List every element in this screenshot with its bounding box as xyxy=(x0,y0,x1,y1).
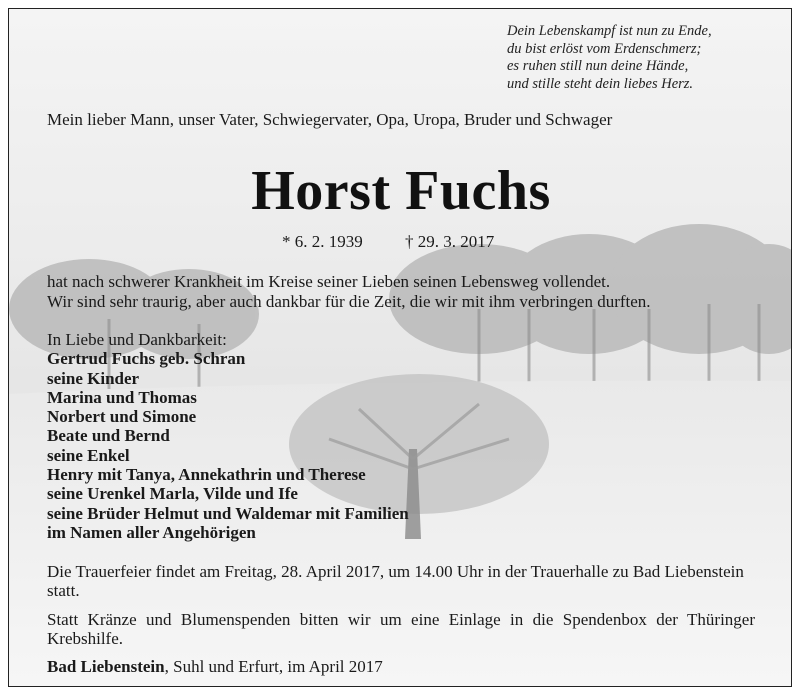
message-paragraph xyxy=(47,272,651,311)
intro-line: Mein lieber Mann, unser Vater, Schwiegervater, Opa, Uropa, Bruder und Schwager xyxy=(47,110,613,129)
poem-line: du bist erlöst vom Erdenschmerz; xyxy=(507,40,702,57)
life-dates xyxy=(282,232,494,252)
closing-line xyxy=(47,657,383,677)
donation-notice: Statt Kränze und Blumenspenden bitten wir um eine Einlage in die Spendenbox der Thüringer Krebshilfe. xyxy=(47,610,755,648)
poem-line: und stille steht dein liebes Herz. xyxy=(507,75,694,92)
poem-line: es ruhen still nun deine Hände, xyxy=(507,58,689,74)
funeral-notice: Die Trauerfeier findet am Freitag, 28. April 2017, um 14.00 Uhr in der Trauerhalle zu Bad Liebenstein statt. xyxy=(47,562,744,600)
mourner-name: seine Kinder xyxy=(47,368,140,388)
mourner-name: Henry mit Tanya, Annekathrin und Therese xyxy=(47,465,366,485)
mourner-name: Beate und Bernd xyxy=(47,426,170,446)
mourner-name: Marina und Thomas xyxy=(47,387,197,407)
birth-date: * 6. 2. 1939 xyxy=(282,232,363,251)
mourner-name: seine Brüder Helmut und Waldemar mit Familien xyxy=(47,503,409,523)
mourners-list xyxy=(47,330,409,542)
mourners-heading: In Liebe und Dankbarkeit: xyxy=(47,330,227,349)
poem-line: Dein Lebenskampf ist nun zu Ende, xyxy=(507,23,712,39)
deceased-name: Horst Fuchs xyxy=(251,160,551,222)
obituary-frame xyxy=(8,8,792,687)
closing-place: Bad Liebenstein xyxy=(47,657,165,676)
mourner-name: seine Urenkel Marla, Vilde und Ife xyxy=(47,484,298,504)
message-line: hat nach schwerer Krankheit im Kreise seiner Lieben seinen Lebensweg vollendet. xyxy=(47,272,611,291)
closing-rest: , Suhl und Erfurt, im April 2017 xyxy=(164,657,383,676)
death-date: † 29. 3. 2017 xyxy=(405,232,495,251)
message-line: Wir sind sehr traurig, aber auch dankbar für die Zeit, die wir mit ihm verbringen durften. xyxy=(47,291,651,311)
mourner-name: seine Enkel xyxy=(47,445,130,465)
mourner-name: Gertrud Fuchs geb. Schran xyxy=(47,349,246,369)
mourner-name: im Namen aller Angehörigen xyxy=(47,522,256,542)
mourner-name: Norbert und Simone xyxy=(47,407,197,427)
poem xyxy=(507,23,777,93)
